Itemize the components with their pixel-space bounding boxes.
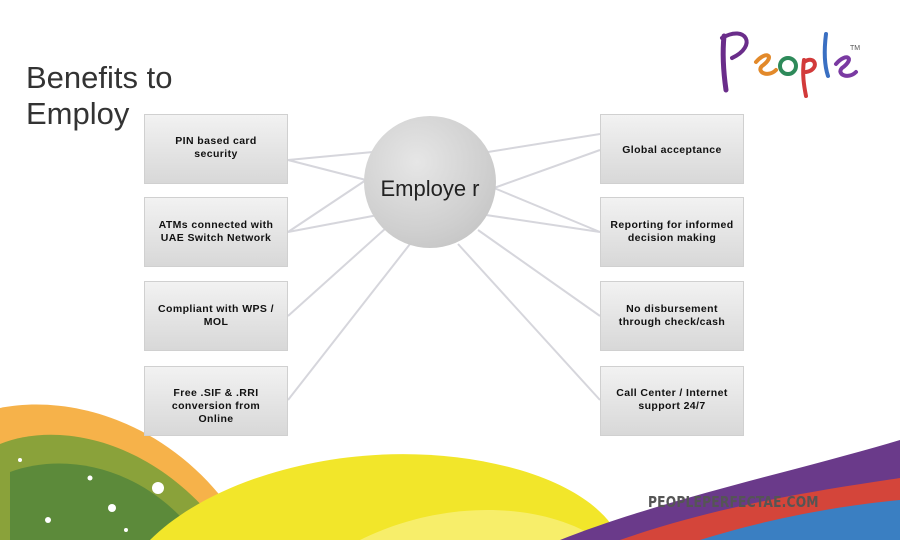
decor-dot [108,504,116,512]
benefit-box-pin-security [144,114,288,184]
decor-dot [88,476,93,481]
connector-line [288,244,410,400]
people-logo [716,16,866,100]
decor-dot [18,458,22,462]
connector-line [478,230,600,316]
connector-line [458,244,600,400]
connector-line [288,152,373,160]
benefit-label: Free .SIF & .RRI conversion from Online [171,387,261,425]
center-node-employer [364,116,496,248]
connector-line [494,188,600,232]
decor-dot [124,528,128,532]
connector-line [288,160,366,180]
benefit-box-wps-compliance [144,281,288,351]
connector-line [494,150,600,188]
benefit-box-reporting [600,197,744,267]
benefit-label: Reporting for informed decision making [610,219,734,244]
decor-dot [152,482,164,494]
benefit-box-global-acceptance [600,114,744,184]
benefit-label: Call Center / Internet support 24/7 [616,387,728,412]
connector-line [288,228,386,316]
benefit-label: Compliant with WPS / MOL [158,303,274,328]
benefit-label: No disbursement through check/cash [618,303,726,328]
decor-dot [45,517,51,523]
connector-line [486,215,600,232]
slide-title: Benefits to Employ [26,60,173,131]
center-node-label: Employe r [380,176,480,201]
benefit-label: Global acceptance [622,144,722,156]
benefit-box-atm-network [144,197,288,267]
website-url: PEOPLEPERFECTAE.COM [648,493,819,511]
benefit-label: ATMs connected with UAE Switch Network [158,219,274,244]
svg-text:TM: TM [850,45,861,52]
benefit-box-sif-conversion [144,366,288,436]
benefit-label: PIN based card security [175,135,257,160]
connector-line [488,134,600,152]
benefit-box-support [600,366,744,436]
benefit-box-no-cash [600,281,744,351]
